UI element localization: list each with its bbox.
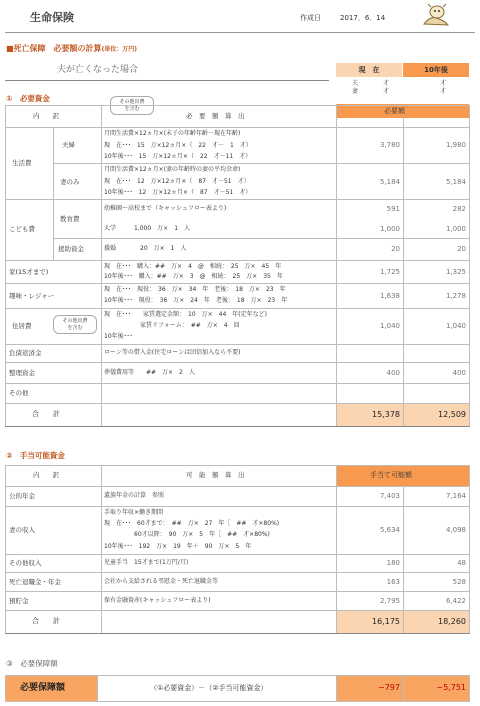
wife-income-line3: 10年後･･･ 192 万× 19 年＋ 90 万× 5 年 [104, 543, 252, 550]
scenario-title: 夫が亡くなった場合 [57, 65, 139, 75]
savings-line: 保有金融資産(キャッシュフロー表より) [104, 597, 211, 604]
leisure-line1: 現 在･･･ 現役： 36 万× 34 年 老後： 18 万× 23 年 [104, 286, 286, 293]
col-after-header: 10年後 [403, 63, 469, 77]
s2-total-label: 合 計 [32, 617, 60, 625]
savings-after: 6,422 [445, 597, 466, 605]
pension-label: 公的年金 [9, 492, 35, 500]
funeral-line: 葬儀費用等 ## 万× 2 人 [104, 369, 195, 376]
s3-after: −5,751 [436, 683, 466, 692]
s2-col-item: 内 訳 [33, 471, 59, 479]
funeral-now: 400 [386, 369, 400, 377]
col-now-header: 現 在 [336, 63, 402, 77]
housing-after: 1,325 [445, 268, 466, 276]
loan-line: ローン等の借入金(住宅ローンは団信加入なら不要) [104, 349, 241, 356]
section-title: ■死亡保障 必要額の計算(単位：万円) [6, 44, 138, 53]
house-now: 1,040 [379, 322, 400, 330]
house-label: 住居費 [12, 322, 32, 330]
leisure-label: 趣味・レジャー [9, 292, 55, 300]
housing-line2: 10年後･･･ 購入：## 万× 3 @ 相続： 25 万× 35 年 [104, 273, 283, 280]
wife-income-label: 妻の収入 [9, 526, 35, 534]
couple-line-now: 現 在･･･ 15 万×12ヵ月×（ 22 才－ 1 才） [104, 142, 252, 149]
s1-title: ① 必要資金 [6, 94, 50, 103]
wife-income-line1: 現 在･･･ 60才まで： ## 万× 27 年［ ## 才×80%) [104, 520, 280, 527]
date-value: 2017．6．14 [340, 14, 386, 22]
wife-note: 月間生活費×12ヵ月×(妻の年齢時の妻の平均余命) [104, 166, 241, 173]
couple-line-after: 10年後･･･ 15 万×12ヵ月×（ 22 才－11 才） [104, 153, 252, 160]
wife-income-now: 5,634 [379, 526, 400, 534]
funeral-after: 400 [452, 369, 466, 377]
edu-line1: 幼稚園～高校まで（キャッシュフロー表より) [104, 205, 227, 212]
age-husband-label: 夫 [352, 80, 359, 87]
s1-col-calc: 必 要 額 算 出 [186, 112, 245, 120]
couple-now: 3,780 [379, 141, 400, 149]
date-label: 作成日 [300, 14, 321, 22]
s1-col-item: 内 訳 [33, 112, 59, 120]
other-income-now: 180 [386, 559, 400, 567]
wife-line-after: 10年後･･･ 12 万×12ヵ月×（ 87 才－51 才） [104, 189, 252, 196]
housing-line1: 現 在･･･ 購入：## 万× 4 @ 相続： 25 万× 45 年 [104, 263, 282, 270]
couple-after: 1,980 [445, 141, 466, 149]
savings-label: 預貯金 [9, 597, 29, 605]
mascot-icon [420, 2, 450, 28]
age-unit: 才 [383, 80, 390, 87]
housing-label: 家(15才まで) [9, 268, 49, 276]
age-unit: 才 [440, 80, 447, 87]
s3-formula: （①必要資金）－（②手当可能資金） [150, 684, 268, 692]
wife-income-line2: 60才以降： 90 万× 5 年［ ## 才×80%) [104, 531, 270, 538]
s1-total-label: 合 計 [32, 410, 60, 418]
other-income-after: 48 [457, 559, 466, 567]
house-line2: 家賃リフォーム： ## 万× 4 回 [104, 322, 240, 329]
age-unit: 才 [383, 88, 390, 95]
other-label: その他 [9, 389, 29, 397]
s2-title: ② 手当可能資金 [6, 451, 65, 460]
s1-total-now: 15,378 [372, 410, 400, 419]
s2-col-calc: 可 能 額 算 出 [186, 471, 245, 479]
wife-line-now: 現 在･･･ 12 万×12ヵ月×（ 87 才－51 才） [104, 178, 250, 185]
edu-after: 282 [452, 205, 466, 213]
other-income-label: その他収入 [9, 559, 42, 567]
house-after: 1,040 [445, 322, 466, 330]
leisure-after: 1,278 [445, 292, 466, 300]
age-unit: 才 [440, 88, 447, 95]
edu-label: 教育費 [60, 215, 80, 223]
age-wife-label: 妻 [352, 88, 359, 95]
wife-living-now: 5,184 [379, 178, 400, 186]
s2-total-after: 18,260 [438, 617, 466, 626]
s3-now: −797 [378, 683, 400, 692]
s3-title: ③ 必要保障額 [6, 659, 58, 668]
death-benefit-label: 死亡退職金・年金 [9, 578, 61, 586]
wife-living-label: 妻のみ [60, 178, 80, 186]
wedding-now: 20 [391, 245, 400, 253]
pension-now: 7,403 [379, 492, 400, 500]
edu-now: 591 [386, 205, 400, 213]
edu-line2: 大学 1,000 万× 1 人 [104, 225, 191, 232]
s2-col-amount: 手当て可能額 [370, 471, 412, 479]
s2-total-now: 16,175 [372, 617, 400, 626]
loan-label: 負債返済金 [9, 349, 42, 357]
s1-bubble: その他出費 を含む [110, 96, 154, 115]
couple-label: 夫婦 [62, 141, 75, 149]
univ-after: 1,000 [445, 225, 466, 233]
wife-living-after: 5,184 [445, 178, 466, 186]
s1-total-after: 12,509 [438, 410, 466, 419]
app-title: 生命保険 [30, 11, 74, 24]
wife-income-after: 4,098 [445, 526, 466, 534]
wedding-label: 援助資金 [58, 245, 84, 253]
housing-now: 1,725 [379, 268, 400, 276]
wife-income-note: 手取り年収×働き期間 [104, 509, 164, 516]
wedding-after: 20 [457, 245, 466, 253]
funeral-label: 整理資金 [9, 369, 35, 377]
pension-line: 遺族年金の計算 参照 [104, 492, 165, 499]
house-line1: 現 在･･･ 家賃選定金額： 10 万× 44 年(定年など) [104, 311, 267, 318]
other-income-line: 児童手当 15才まで(1万円/月) [104, 559, 189, 566]
child-label: こども費 [9, 225, 35, 233]
house-bubble: その他出費 を含む [53, 315, 97, 334]
couple-note: 月間生活費×12ヵ月×(末子の年齢年齢－現在年齢) [104, 130, 241, 137]
living-label: 生活費 [12, 159, 32, 167]
s3-label: 必要保障額 [20, 683, 66, 693]
death-benefit-now: 163 [386, 578, 400, 586]
death-benefit-line: 会社から支給される弔慰金・死亡退職金等 [104, 578, 219, 585]
pension-after: 7,164 [445, 492, 466, 500]
savings-now: 2,795 [379, 597, 400, 605]
s1-col-amount: 必要額 [384, 107, 405, 115]
wedding-line: 援婚 20 万× 1 人 [104, 245, 187, 252]
leisure-line2: 10年後･･･ 現役： 36 万× 24 年 老後： 18 万× 23 年 [104, 297, 288, 304]
univ-now: 1,000 [379, 225, 400, 233]
house-line3: 10年後･･･ [104, 333, 133, 340]
leisure-now: 1,638 [379, 292, 400, 300]
death-benefit-after: 528 [452, 578, 466, 586]
